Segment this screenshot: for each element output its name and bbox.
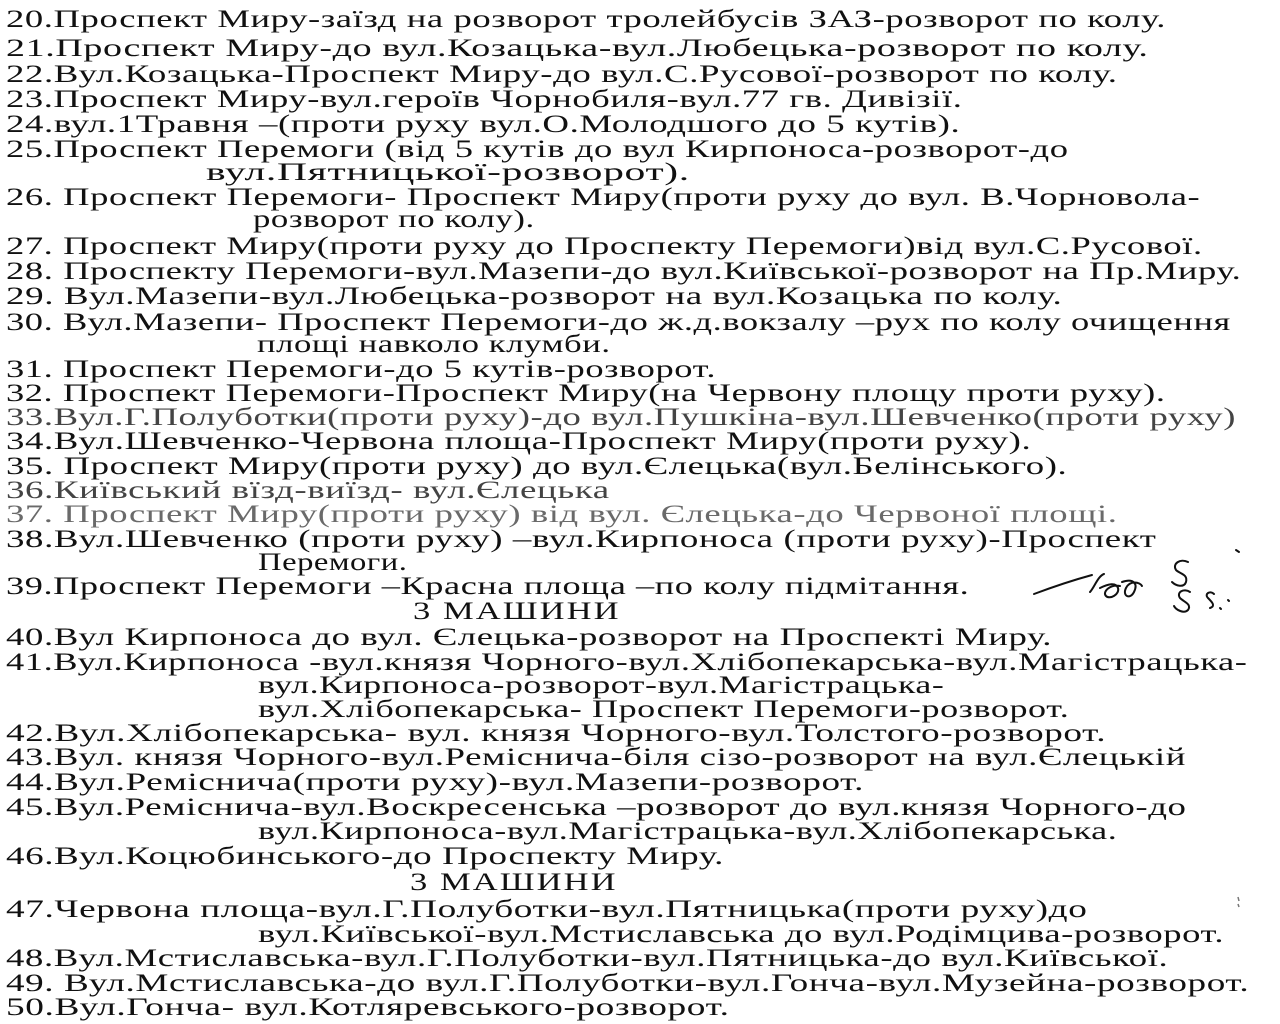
route-item-20: 20.Проспект Миру-заїзд на розворот тролейбусів ЗАЗ-розворот по колу. (6, 6, 1166, 33)
route-item-44: 44.Вул.Реміснича(проти руху)-вул.Мазепи-розворот. (6, 769, 865, 796)
route-item-37: 37. Проспект Миру(проти руху) від вул. Єлецька-до Червоної площі. (6, 501, 1118, 528)
route-item-30: 30. Вул.Мазепи- Проспект Перемоги-до ж.д.вокзалу –рух по колу очищення (6, 309, 1231, 336)
route-item-45: 45.Вул.Реміснича-вул.Воскресенська –розворот до вул.князя Чорного-до (6, 794, 1187, 821)
route-item-25-continuation: вул.Пятницької-розворот). (206, 159, 690, 186)
section-heading-3-machines: 3 МАШИНИ (410, 869, 618, 896)
route-item-21: 21.Проспект Миру-до вул.Козацька-вул.Любецька-розворот по колу. (6, 35, 1149, 62)
route-item-39: 39.Проспект Перемоги –Красна площа –по колу підмітання. (6, 573, 970, 600)
route-item-23: 23.Проспект Миру-вул.героїв Чорнобиля-вул.77 гв. Дивізії. (6, 86, 963, 113)
route-item-24: 24.вул.1Травня –(проти руху вул.О.Молодшого до 5 кутів). (6, 111, 961, 138)
route-item-25: 25.Проспект Перемоги (від 5 кутів до вул Кирпоноса-розворот-до (6, 136, 1069, 163)
route-item-49: 49. Вул.Мстиславська-до вул.Г.Полуботки-вул.Гонча-вул.Музейна-розворот. (6, 970, 1250, 997)
route-item-36: 36.Київський вїзд-виїзд- вул.Єлецька (6, 477, 610, 504)
route-item-41-continuation-1: вул.Кирпоноса-розворот-вул.Магістрацька- (258, 672, 945, 699)
route-item-40: 40.Вул Кирпоноса до вул. Єлецька-розворот на Проспекті Миру. (6, 624, 1053, 651)
route-item-35: 35. Проспект Миру(проти руху) до вул.Єлецька(вул.Белінського). (6, 453, 1068, 480)
route-item-26: 26. Проспект Перемоги- Проспект Миру(проти руху до вул. В.Чорновола- (6, 184, 1201, 211)
route-item-41: 41.Вул.Кирпоноса -вул.князя Чорного-вул.Хлібопекарська-вул.Магістрацька- (6, 649, 1248, 676)
route-item-32: 32. Проспект Перемоги-Проспект Миру(на Червону площу проти руху). (6, 380, 1166, 407)
route-item-48: 48.Вул.Мстиславська-вул.Г.Полуботки-вул.Пятницька-до вул.Київської. (6, 945, 1169, 972)
section-heading-3-machines: 3 МАШИНИ (413, 598, 621, 625)
route-item-38-continuation: Перемоги. (258, 549, 408, 576)
route-item-45-continuation: вул.Кирпоноса-вул.Магістрацька-вул.Хлібопекарська. (258, 818, 1118, 845)
route-item-27: 27. Проспект Миру(проти руху до Проспекту Перемоги)від вул.С.Русової. (6, 233, 1203, 260)
route-item-30-continuation: площі навколо клумби. (257, 331, 611, 358)
route-item-50: 50.Вул.Гонча- вул.Котляревського-розворот. (6, 994, 730, 1021)
route-item-43: 43.Вул. князя Чорного-вул.Реміснича-біля сізо-розворот на вул.Єлецькій (6, 744, 1187, 771)
scan-artifact (1236, 896, 1241, 908)
route-item-38: 38.Вул.Шевченко (проти руху) –вул.Кирпоноса (проти руху)-Проспект (6, 526, 1157, 553)
route-item-47-continuation: вул.Київської-вул.Мстиславська до вул.Родімцива-розворот. (258, 921, 1225, 948)
route-item-42: 42.Вул.Хлібопекарська- вул. князя Чорного-вул.Толстого-розворот. (6, 720, 1107, 747)
route-item-34: 34.Вул.Шевченко-Червона площа-Проспект Миру(проти руху). (6, 428, 1032, 455)
handwritten-note (1030, 548, 1280, 618)
route-item-28: 28. Проспекту Перемоги-вул.Мазепи-до вул.Київської-розворот на Пр.Миру. (6, 258, 1242, 285)
route-item-31: 31. Проспект Перемоги-до 5 кутів-розворот. (6, 356, 717, 383)
route-item-22: 22.Вул.Козацька-Проспект Миру-до вул.С.Русової-розворот по колу. (6, 61, 1118, 88)
route-item-46: 46.Вул.Коцюбинського-до Проспекту Миру. (6, 843, 725, 870)
route-item-47: 47.Червона площа-вул.Г.Полуботки-вул.Пятницька(проти руху)до (6, 896, 1088, 923)
route-item-41-continuation-2: вул.Хлібопекарська- Проспект Перемоги-розворот. (258, 696, 1070, 723)
route-item-26-continuation: розворот по колу). (253, 206, 535, 233)
route-item-29: 29. Вул.Мазепи-вул.Любецька-розворот на вул.Козацька по колу. (6, 283, 1063, 310)
route-item-33: 33.Вул.Г.Полуботки(проти руху)-до вул.Пушкіна-вул.Шевченко(проти руху) (6, 404, 1236, 431)
